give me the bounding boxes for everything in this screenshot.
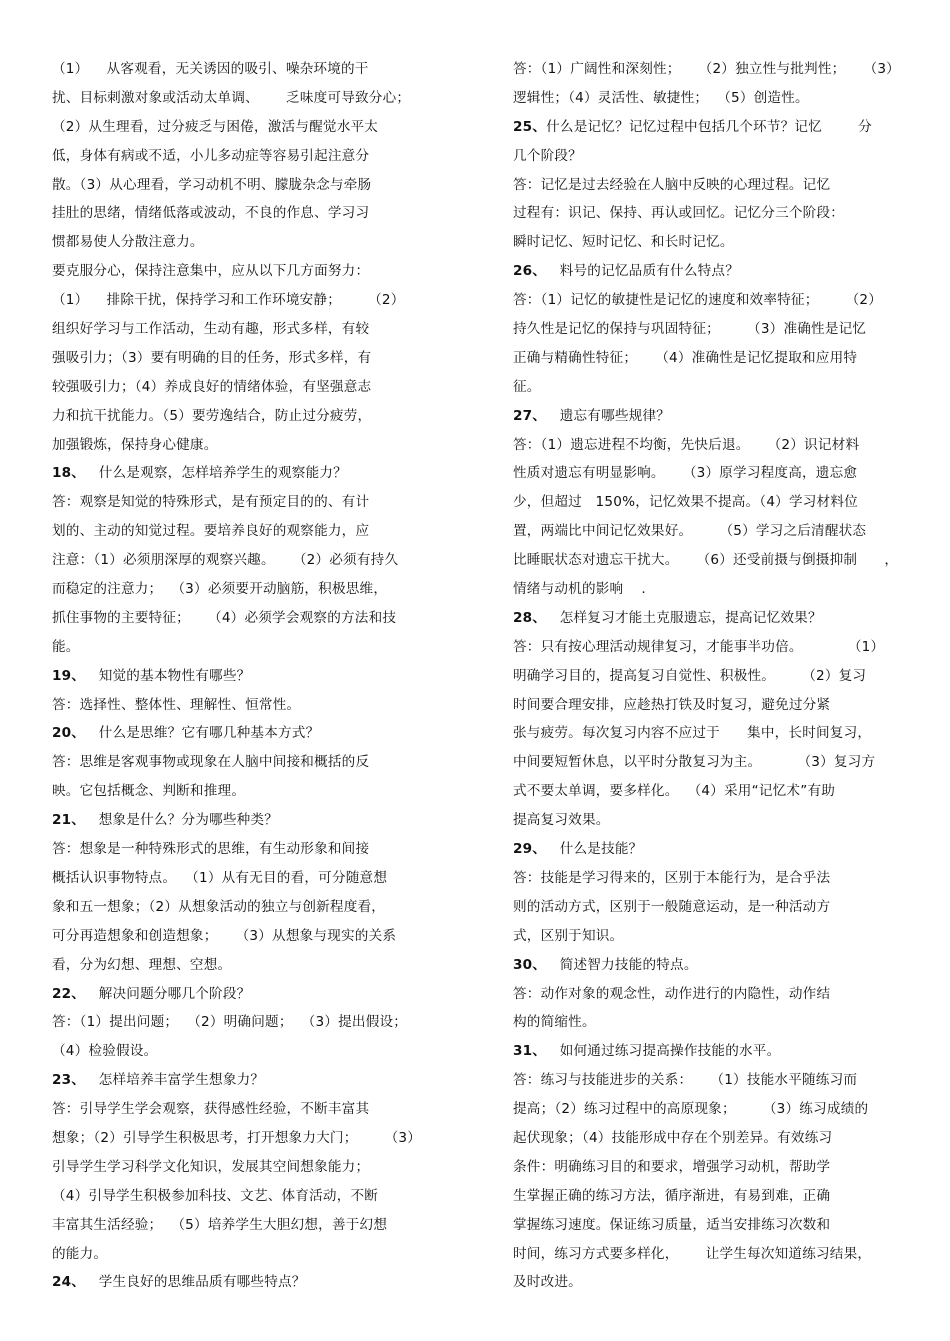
right-column-line: 27、 遗忘有哪些规律？ <box>513 407 671 424</box>
left-column-line: 注意：（1）必须朋深厚的观察兴趣。 （2）必须有持久 <box>52 552 399 569</box>
right-column-line: 30、 简述智力技能的特点。 <box>513 956 698 973</box>
right-text-column <box>513 55 908 1297</box>
left-text-column <box>52 55 447 1297</box>
right-column-line: 掌握练习速度。保证练习质量，适当安排练习次数和 <box>513 1216 831 1233</box>
left-column-line: 映。它包括概念、判断和推理。 <box>52 783 246 800</box>
right-column-line: 28、 怎样复习才能土克服遗忘，提高记忆效果？ <box>513 609 822 626</box>
right-column-line: 置，两端比中间记忆效果好。 （5）学习之后清醒状态 <box>513 523 867 540</box>
left-column-line: 扰、目标刺激对象或活动太单调、 乏味度可导致分心； <box>52 89 411 106</box>
left-column-line: （1） 排除干扰，保持学习和工作环境安静； （2） <box>52 292 405 309</box>
left-column-line: 挂肚的思绪，情绪低落或波动，不良的作息、学习习 <box>52 205 370 222</box>
question-number: 18、 <box>52 465 86 482</box>
left-column-line: 组织好学习与工作活动，生动有趣，形式多样，有较 <box>52 321 370 338</box>
right-column-line: 性质对遗忘有明显影响。 （3）原学习程度高，遗忘愈 <box>513 465 858 482</box>
right-column-line: 起伏现象；（4）技能形成中存在个别差异。有效练习 <box>513 1129 833 1146</box>
right-column-line: 答：动作对象的观念性，动作进行的内隐性，动作结 <box>513 985 831 1002</box>
question-number: 30、 <box>513 956 547 973</box>
left-column-line: 答：想象是一种特殊形式的思维，有生动形象和间接 <box>52 841 370 858</box>
right-column-line: 瞬时记忆、短时记忆、和长时记忆。 <box>513 234 734 251</box>
left-column-line: 强吸引力；（3）要有明确的目的任务，形式多样，有 <box>52 349 372 366</box>
left-column-line: 22、 解决问题分哪几个阶段？ <box>52 985 251 1002</box>
left-column-line: 划的、主动的知觉过程。要培养良好的观察能力，应 <box>52 523 370 540</box>
right-column-line: 情绪与动机的影响 . <box>513 581 646 598</box>
right-column-line: 几个阶段？ <box>513 147 582 164</box>
question-number: 22、 <box>52 985 86 1002</box>
left-column-line: 24、 学生良好的思维品质有哪些特点？ <box>52 1274 306 1291</box>
left-column-line: 答：（1）提出问题； （2）明确问题； （3）提出假设； <box>52 1014 408 1031</box>
right-column-line: 逻辑性；（4）灵活性、敏捷性； （5）创造性。 <box>513 89 809 106</box>
left-column-line: （2）从生理看，过分疲乏与困倦，激活与醒觉水平太 <box>52 118 379 135</box>
right-column-line: 征。 <box>513 378 541 395</box>
left-column-line: （4）引导学生积极参加科技、文艺、体育活动，不断 <box>52 1187 379 1204</box>
right-column-line: 提高复习效果。 <box>513 812 610 829</box>
right-column-line: 明确学习目的，提高复习自觉性、积极性。 （2）复习 <box>513 667 867 684</box>
right-column-line: 31、 如何通过练习提高操作技能的水平。 <box>513 1043 781 1060</box>
right-column-line: 26、 料号的记忆品质有什么特点？ <box>513 263 740 280</box>
question-number: 28、 <box>513 609 547 626</box>
right-column-line: 答：（1）记忆的敏捷性是记忆的速度和效率特征； （2） <box>513 292 883 309</box>
right-column-line: 过程有：识记、保持、再认或回忆。记忆分三个阶段： <box>513 205 845 222</box>
right-column-line: 时间要合理安排，应趁热打铁及时复习，避免过分紧 <box>513 696 831 713</box>
left-column-line: 力和抗干扰能力。（5）要劳逸结合，防止过分疲劳， <box>52 407 372 424</box>
question-number: 20、 <box>52 725 86 742</box>
left-column-line: 象和五一想象；（2）从想象活动的独立与创新程度看， <box>52 898 386 915</box>
question-number: 31、 <box>513 1043 547 1060</box>
right-column-line: 答：只有按心理活动规律复习，才能事半功倍。 （1） <box>513 638 885 655</box>
left-column-line: 23、 怎样培养丰富学生想象力？ <box>52 1072 265 1089</box>
right-column-line: 提高；（2）练习过程中的高原现象； （3）练习成绩的 <box>513 1101 869 1118</box>
right-column-line: 答：记忆是过去经验在人脑中反映的心理过程。记忆 <box>513 176 831 193</box>
left-column-line: 答：选择性、整体性、理解性、恒常性。 <box>52 696 301 713</box>
right-column-line: 构的简缩性。 <box>513 1014 596 1031</box>
right-column-line: 答：（1）广阔性和深刻性； （2）独立性与批判性； （3） <box>513 61 900 77</box>
right-column-line: 条件：明确练习目的和要求，增强学习动机，帮助学 <box>513 1158 831 1175</box>
right-column-line: 29、 什么是技能？ <box>513 841 643 858</box>
right-column-line: 则的活动方式，区别于一般随意运动，是一种活动方 <box>513 898 831 915</box>
question-number: 24、 <box>52 1274 86 1291</box>
left-column-line: （1） 从客观看，无关诱因的吸引、噪杂环境的干 <box>52 61 369 77</box>
question-number: 29、 <box>513 841 547 858</box>
right-column-line: 中间要短暂休息，以平时分散复习为主。 （3）复习方 <box>513 754 876 771</box>
left-column-line: 散。（3）从心理看，学习动机不明、朦胧杂念与牵肠 <box>52 176 372 193</box>
left-column-line: 答：引导学生学会观察，获得感性经验，不断丰富其 <box>52 1101 370 1118</box>
question-number: 23、 <box>52 1072 86 1089</box>
right-column-line: 正确与精确性特征； （4）准确性是记忆提取和应用特 <box>513 349 858 366</box>
right-column-line: 比睡眠状态对遗忘干扰大。 （6）还受前摄与倒摄抑制 ， <box>513 552 899 569</box>
right-column-line: 式，区别于知识。 <box>513 927 624 944</box>
left-column-line: 18、 什么是观察，怎样培养学生的观察能力？ <box>52 465 347 482</box>
left-column-line: 低，身体有病或不适，小儿多动症等容易引起注意分 <box>52 147 370 164</box>
left-column-line: 较强吸引力；（4）养成良好的情绪体验，有坚强意志 <box>52 378 372 395</box>
left-column-line: 可分再造想象和创造想象； （3）从想象与现实的关系 <box>52 927 397 944</box>
left-column-line: 21、 想象是什么？分为哪些种类？ <box>52 812 279 829</box>
question-number: 25、 <box>513 118 547 135</box>
left-column-line: 答：观察是知觉的特殊形式，是有预定目的的、有计 <box>52 494 370 511</box>
right-column-line: 式不要太单调，要多样化。 （4）采用“记忆术”有助 <box>513 783 836 800</box>
left-column-line: 要克服分心，保持注意集中，应从以下几方面努力： <box>52 263 370 280</box>
right-column-line: 张与疲劳。每次复习内容不应过于 集中，长时间复习， <box>513 725 872 742</box>
right-column-line: 生掌握正确的练习方法，循序渐进，有易到难，正确 <box>513 1187 831 1204</box>
left-column-line: 惯都易使人分散注意力。 <box>52 234 204 251</box>
left-column-line: 抓住事物的主要特征； （4）必须学会观察的方法和技 <box>52 609 397 626</box>
right-column-line: 持久性是记忆的保持与巩固特征； （3）准确性是记忆 <box>513 321 867 338</box>
left-column-line: 想象；（2）引导学生积极思考，打开想象力大门； （3） <box>52 1129 422 1146</box>
right-column-line: 少，但超过 150%，记忆效果不提高。（4）学习材料位 <box>513 494 858 511</box>
left-column-line: （4）检验假设。 <box>52 1043 158 1060</box>
left-column-line: 而稳定的注意力； （3）必须要开动脑筋，积极思维， <box>52 581 388 598</box>
left-column-line: 的能力。 <box>52 1245 108 1262</box>
left-column-line: 19、 知觉的基本物性有哪些？ <box>52 667 251 684</box>
left-column-line: 引导学生学习科学文化知识，发展其空间想象能力； <box>52 1158 370 1175</box>
left-column-line: 看，分为幻想、理想、空想。 <box>52 956 232 973</box>
left-column-line: 丰富其生活经验； （5）培养学生大胆幻想，善于幻想 <box>52 1216 388 1233</box>
right-column-line: 答：技能是学习得来的，区别于本能行为，是合乎法 <box>513 869 831 886</box>
left-column-line: 20、 什么是思维？它有哪几种基本方式？ <box>52 725 320 742</box>
right-column-line: 25、什么是记忆？记忆过程中包括几个环节？记忆 分 <box>513 118 872 135</box>
question-number: 26、 <box>513 263 547 280</box>
left-column-line: 加强锻炼，保持身心健康。 <box>52 436 218 453</box>
question-number: 19、 <box>52 667 86 684</box>
right-column-line: 时间，练习方式要多样化， 让学生每次知道练习结果， <box>513 1245 872 1262</box>
right-column-line: 及时改进。 <box>513 1274 582 1291</box>
right-column-line: 答：（1）遗忘进程不均衡，先快后退。 （2）识记材料 <box>513 436 860 453</box>
left-column-line: 能。 <box>52 638 80 655</box>
question-number: 21、 <box>52 812 86 829</box>
left-column-line: 概括认识事物特点。 （1）从有无目的看，可分随意想 <box>52 869 388 886</box>
question-number: 27、 <box>513 407 547 424</box>
left-column-line: 答：思维是客观事物或现象在人脑中间接和概括的反 <box>52 754 370 771</box>
right-column-line: 答：练习与技能进步的关系： （1）技能水平随练习而 <box>513 1072 858 1089</box>
